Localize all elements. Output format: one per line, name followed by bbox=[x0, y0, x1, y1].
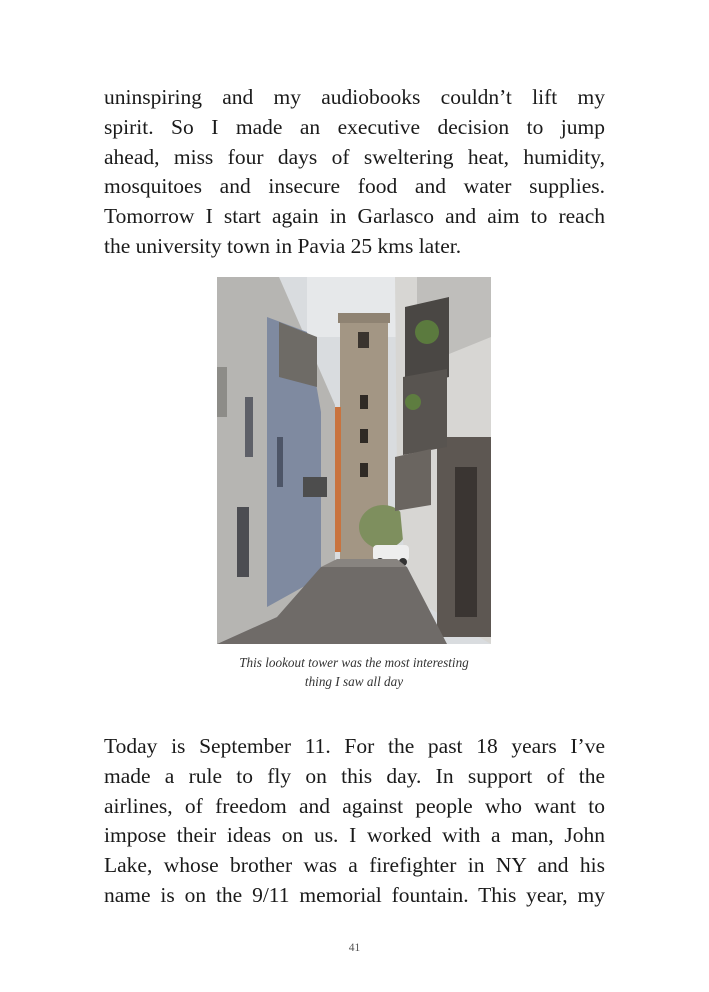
paragraph-line: ahead, miss four days of sweltering heat, humidity, bbox=[104, 144, 605, 169]
paragraph-line: spirit. So I made an executive decision to jump bbox=[104, 114, 605, 139]
tower-photo bbox=[217, 277, 491, 644]
caption-line: thing I saw all day bbox=[304, 674, 404, 689]
paragraph-line: Lake, whose brother was a firefighter in NY and his bbox=[104, 853, 605, 878]
paragraph-line: impose their ideas on us. I worked with a man, John bbox=[104, 823, 605, 848]
body-paragraph-2 bbox=[104, 732, 605, 911]
paragraph-line: Today is September 11. For the past 18 years I’ve bbox=[104, 734, 605, 758]
caption-line: This lookout tower was the most interesting bbox=[239, 655, 469, 670]
figure-caption bbox=[200, 653, 508, 691]
paragraph-line: Tomorrow I start again in Garlasco and aim to reach bbox=[104, 204, 605, 229]
page-number: 41 bbox=[348, 942, 361, 954]
paragraph-line: airlines, of freedom and against people who want to bbox=[104, 793, 605, 818]
body-paragraph-1 bbox=[104, 83, 605, 262]
paragraph-line: made a rule to fly on this day. In support of the bbox=[104, 763, 605, 788]
paragraph-line: uninspiring and my audiobooks couldn’t lift my bbox=[104, 85, 605, 109]
paragraph-line: name is on the 9/11 memorial fountain. This year, my bbox=[104, 882, 605, 907]
paragraph-line: mosquitoes and insecure food and water supplies. bbox=[104, 174, 605, 199]
paragraph-line: the university town in Pavia 25 kms later. bbox=[104, 233, 462, 258]
